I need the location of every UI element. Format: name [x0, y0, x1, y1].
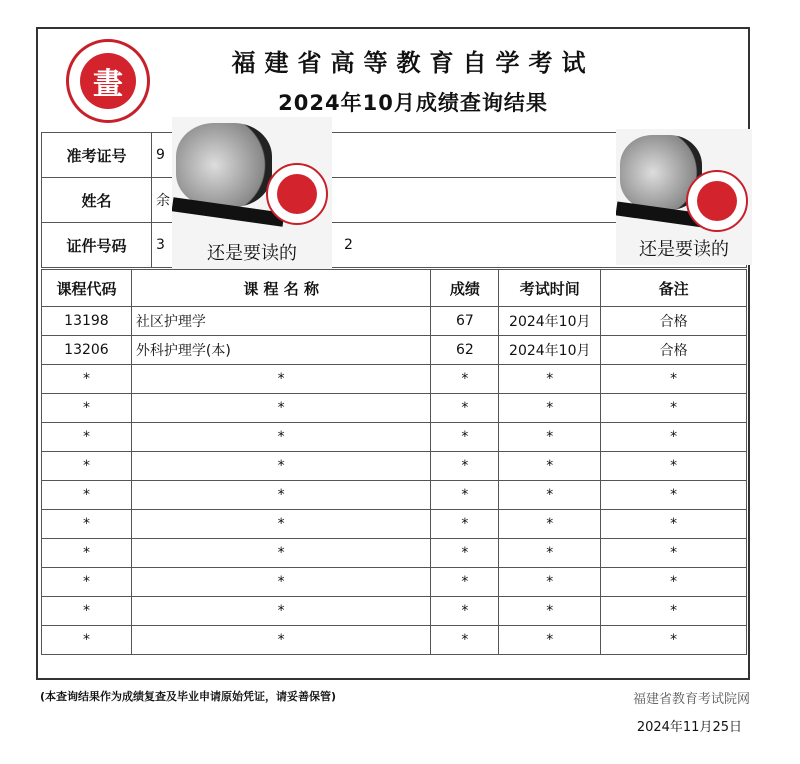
- table-cell: *: [601, 510, 747, 539]
- table-cell: 13198: [42, 307, 132, 336]
- sticker-caption: 还是要读的: [207, 243, 297, 264]
- footer-date: 2024年11月25日: [636, 720, 742, 735]
- table-cell: *: [499, 597, 601, 626]
- table-cell: 62: [431, 336, 499, 365]
- table-cell: *: [131, 423, 431, 452]
- table-cell: *: [42, 539, 132, 568]
- table-cell: *: [499, 394, 601, 423]
- table-cell: *: [131, 626, 431, 655]
- table-cell: *: [601, 394, 747, 423]
- table-cell: *: [131, 481, 431, 510]
- table-row: [42, 307, 747, 336]
- table-cell: *: [431, 539, 499, 568]
- table-row: [42, 510, 747, 539]
- table-row: [42, 423, 747, 452]
- table-row: [42, 568, 747, 597]
- info-label: 准考证号: [42, 133, 152, 178]
- table-cell: *: [431, 568, 499, 597]
- table-cell: *: [42, 394, 132, 423]
- document-title: 福建省高等教育自学考试: [231, 49, 595, 77]
- result-document: [36, 27, 750, 680]
- sticker-caption: 还是要读的: [639, 239, 729, 260]
- table-cell: *: [499, 626, 601, 655]
- table-cell: *: [499, 423, 601, 452]
- table-cell: *: [131, 452, 431, 481]
- table-cell: *: [431, 510, 499, 539]
- face-image: [176, 123, 272, 207]
- info-label: 姓名: [42, 178, 152, 223]
- column-header: 课程代码: [42, 270, 132, 307]
- table-cell: *: [131, 510, 431, 539]
- table-cell: *: [499, 481, 601, 510]
- table-row: [42, 336, 747, 365]
- document-subtitle: 2024年10月成绩查询结果: [278, 91, 548, 115]
- table-cell: 2024年10月: [499, 307, 601, 336]
- table-cell: *: [42, 452, 132, 481]
- column-header: 备注: [601, 270, 747, 307]
- sticker-overlay: [172, 117, 332, 269]
- table-cell: *: [601, 539, 747, 568]
- table-cell: *: [601, 568, 747, 597]
- table-cell: *: [42, 510, 132, 539]
- table-cell: *: [431, 481, 499, 510]
- id-start: 3: [156, 237, 165, 253]
- table-cell: *: [601, 626, 747, 655]
- table-cell: *: [131, 597, 431, 626]
- table-cell: *: [42, 626, 132, 655]
- table-row: [42, 452, 747, 481]
- sticker-overlay: [616, 129, 752, 265]
- table-cell: *: [431, 423, 499, 452]
- scores-table: [41, 269, 747, 655]
- table-cell: *: [42, 568, 132, 597]
- table-cell: 13206: [42, 336, 132, 365]
- table-cell: *: [499, 539, 601, 568]
- table-row: [42, 539, 747, 568]
- table-row: [42, 365, 747, 394]
- table-cell: 67: [431, 307, 499, 336]
- table-cell: *: [431, 626, 499, 655]
- university-seal-icon: [686, 170, 748, 232]
- table-row: [42, 394, 747, 423]
- table-cell: *: [431, 365, 499, 394]
- table-row: [42, 626, 747, 655]
- table-cell: 合格: [601, 307, 747, 336]
- table-cell: *: [131, 394, 431, 423]
- table-cell: *: [131, 365, 431, 394]
- table-cell: *: [601, 452, 747, 481]
- table-cell: *: [601, 365, 747, 394]
- table-cell: *: [601, 597, 747, 626]
- column-header: 成绩: [431, 270, 499, 307]
- table-cell: *: [42, 365, 132, 394]
- id-end: 2: [344, 237, 353, 253]
- table-header: [42, 270, 747, 307]
- table-cell: *: [131, 539, 431, 568]
- table-cell: 2024年10月: [499, 336, 601, 365]
- table-cell: *: [431, 597, 499, 626]
- column-header: 课 程 名 称: [131, 270, 431, 307]
- info-value: 余: [152, 178, 747, 223]
- table-cell: *: [499, 452, 601, 481]
- table-cell: *: [601, 423, 747, 452]
- table-cell: *: [601, 481, 747, 510]
- column-header: 考试时间: [499, 270, 601, 307]
- table-cell: *: [499, 510, 601, 539]
- info-value: 9: [152, 133, 747, 178]
- footer-note: (本查询结果作为成绩复查及毕业申请原始凭证，请妥善保管): [40, 690, 337, 703]
- table-cell: *: [499, 365, 601, 394]
- table-row: [42, 597, 747, 626]
- table-cell: *: [42, 481, 132, 510]
- table-cell: *: [131, 568, 431, 597]
- table-cell: *: [42, 597, 132, 626]
- info-label: 证件号码: [42, 223, 152, 268]
- table-cell: *: [42, 423, 132, 452]
- table-cell: 外科护理学(本): [131, 336, 431, 365]
- table-cell: 社区护理学: [131, 307, 431, 336]
- exam-seal-logo: 畫: [66, 39, 150, 123]
- university-seal-icon: [266, 163, 328, 225]
- table-cell: *: [499, 568, 601, 597]
- table-cell: *: [431, 394, 499, 423]
- table-row: [42, 481, 747, 510]
- table-cell: *: [431, 452, 499, 481]
- footer-site: 福建省教育考试院网: [632, 692, 750, 707]
- table-cell: 合格: [601, 336, 747, 365]
